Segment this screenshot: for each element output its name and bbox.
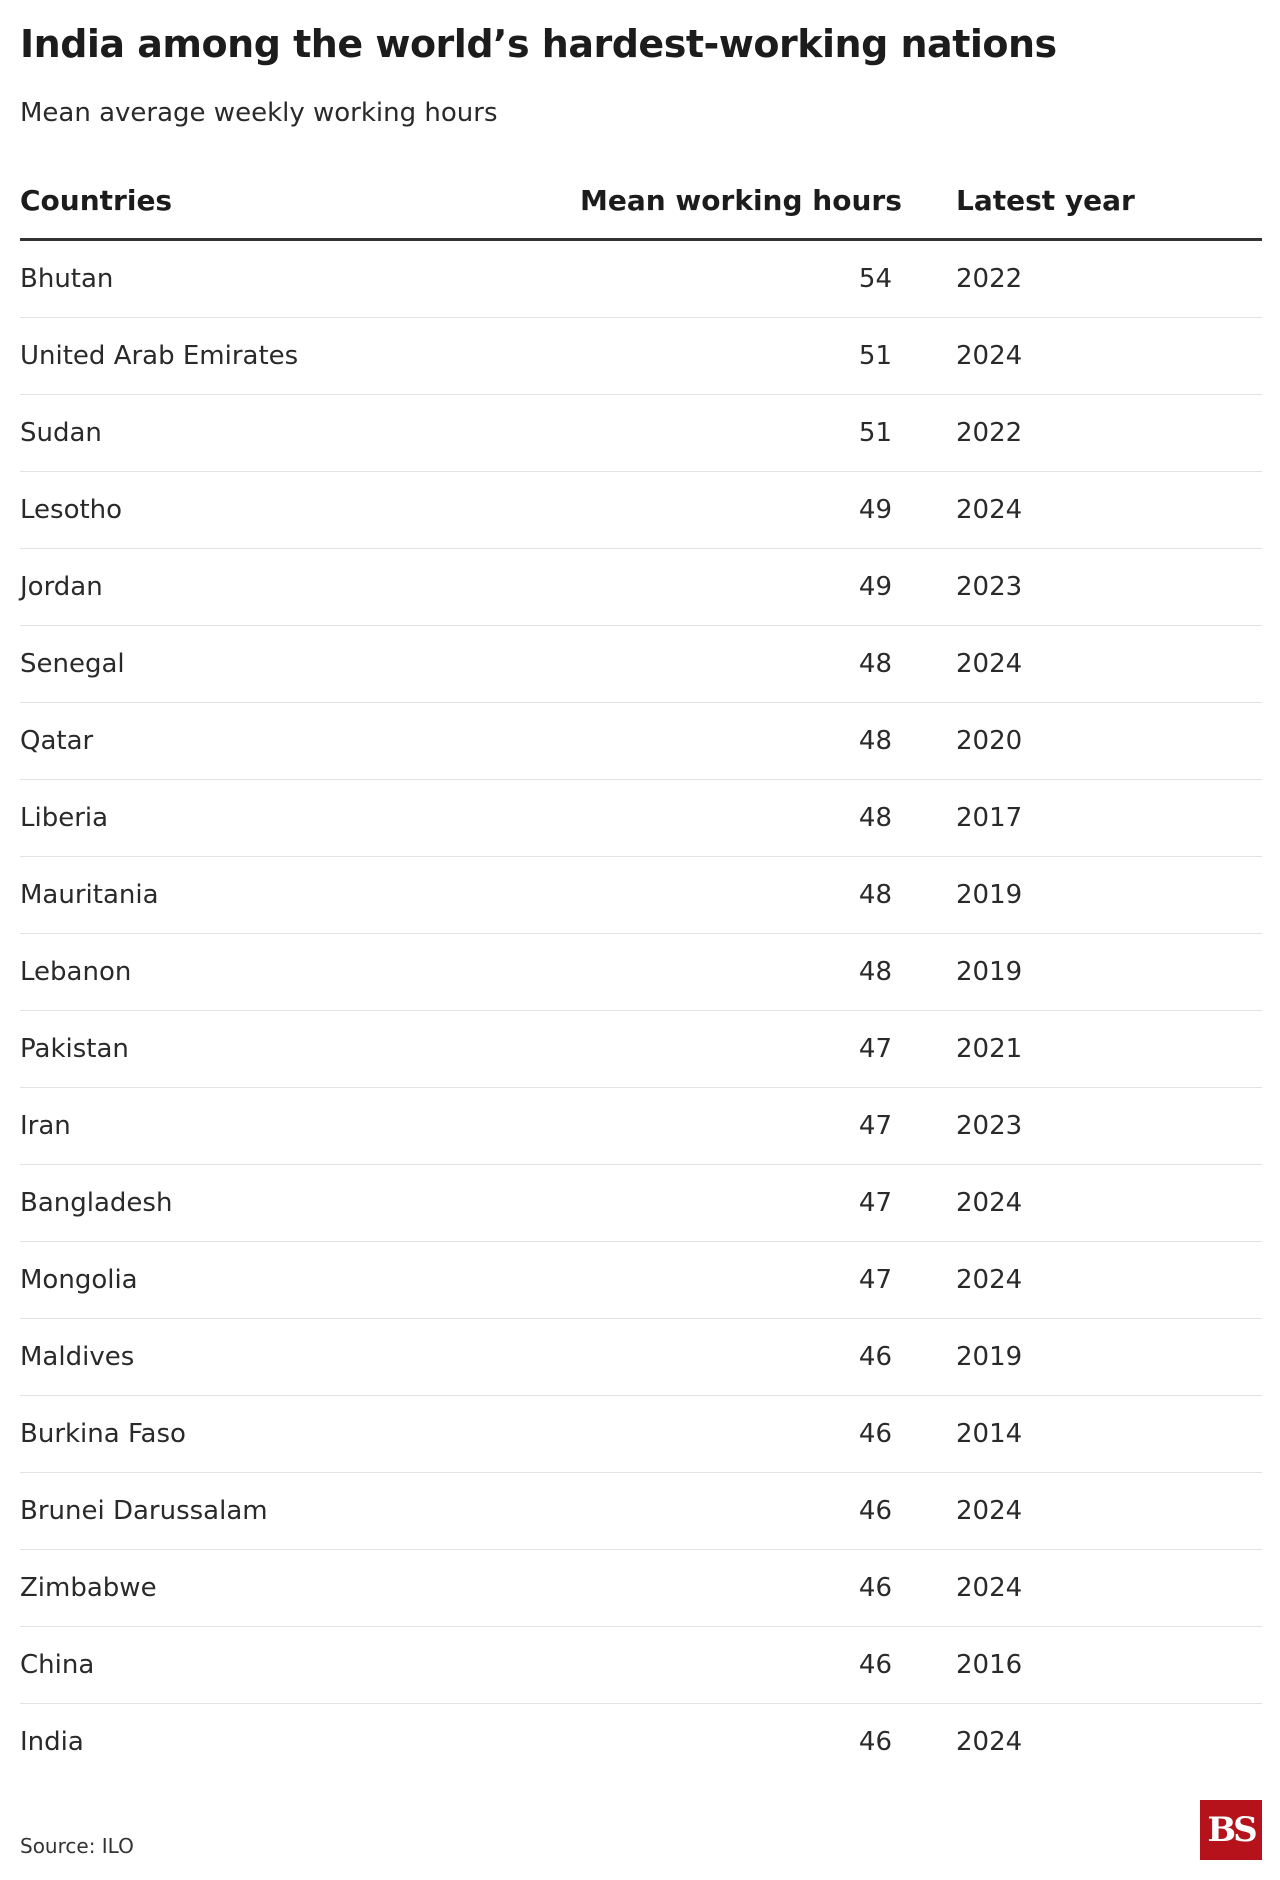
table-body <box>20 239 1262 1780</box>
cell-spacer <box>892 317 956 394</box>
table-row <box>20 239 1262 317</box>
table-row <box>20 1164 1262 1241</box>
cell-country: Brunei Darussalam <box>20 1472 580 1549</box>
cell-mean-hours: 47 <box>580 1164 892 1241</box>
cell-mean-hours: 54 <box>580 239 892 317</box>
cell-country: Jordan <box>20 548 580 625</box>
cell-latest-year: 2023 <box>956 1087 1262 1164</box>
cell-latest-year: 2024 <box>956 1726 1023 1757</box>
cell-latest-year: 2016 <box>956 1626 1262 1703</box>
cell-mean-hours: 48 <box>580 856 892 933</box>
cell-mean-hours: 51 <box>580 317 892 394</box>
table-row <box>20 1472 1262 1549</box>
cell-spacer <box>892 1626 956 1703</box>
cell-mean-hours: 47 <box>580 1087 892 1164</box>
column-header-mean-hours: Mean working hours <box>580 163 892 239</box>
cell-spacer <box>892 1164 956 1241</box>
cell-country: Qatar <box>20 702 580 779</box>
cell-spacer <box>892 1087 956 1164</box>
table-row <box>20 1318 1262 1395</box>
cell-mean-hours: 46 <box>580 1318 892 1395</box>
cell-spacer <box>892 1241 956 1318</box>
table-row <box>20 933 1262 1010</box>
cell-latest-year: 2019 <box>956 933 1262 1010</box>
cell-latest-year: 2020 <box>956 702 1262 779</box>
cell-mean-hours: 46 <box>580 1472 892 1549</box>
cell-country: Iran <box>20 1087 580 1164</box>
table-row <box>20 625 1262 702</box>
cell-spacer <box>892 1703 956 1780</box>
cell-country: India <box>20 1726 84 1757</box>
cell-spacer <box>892 1010 956 1087</box>
cell-latest-year: 2022 <box>956 239 1262 317</box>
cell-country: Sudan <box>20 394 580 471</box>
cell-spacer <box>892 1549 956 1626</box>
table-row <box>20 317 1262 394</box>
cell-spacer <box>892 471 956 548</box>
cell-latest-year: 2019 <box>956 1318 1262 1395</box>
cell-spacer <box>892 933 956 1010</box>
cell-country: Mongolia <box>20 1241 580 1318</box>
cell-country: Burkina Faso <box>20 1395 580 1472</box>
table-row <box>20 1626 1262 1703</box>
table-row <box>20 1241 1262 1318</box>
cell-latest-year: 2024 <box>956 625 1262 702</box>
cell-latest-year: 2024 <box>956 317 1262 394</box>
data-table <box>20 163 1262 1780</box>
table-row <box>20 548 1262 625</box>
cell-mean-hours: 46 <box>858 1726 892 1757</box>
cell-mean-hours: 48 <box>580 625 892 702</box>
cell-spacer <box>892 394 956 471</box>
table-row <box>20 471 1262 548</box>
cell-latest-year: 2019 <box>956 856 1262 933</box>
cell-mean-hours: 48 <box>580 933 892 1010</box>
table-row <box>20 1703 1262 1780</box>
cell-spacer <box>892 548 956 625</box>
cell-country: United Arab Emirates <box>20 317 580 394</box>
cell-country: Lebanon <box>20 933 580 1010</box>
cell-mean-hours: 46 <box>580 1549 892 1626</box>
table-row <box>20 856 1262 933</box>
cell-mean-hours: 47 <box>580 1010 892 1087</box>
cell-country: Zimbabwe <box>20 1549 580 1626</box>
chart-subtitle: Mean average weekly working hours <box>20 98 498 128</box>
cell-spacer <box>892 1472 956 1549</box>
table-row <box>20 1549 1262 1626</box>
cell-mean-hours: 48 <box>580 702 892 779</box>
cell-country: Bangladesh <box>20 1164 580 1241</box>
cell-mean-hours: 46 <box>580 1626 892 1703</box>
cell-latest-year: 2024 <box>956 1241 1262 1318</box>
table-row <box>20 394 1262 471</box>
cell-spacer <box>892 625 956 702</box>
bs-logo: BS <box>1200 1800 1262 1860</box>
column-header-countries: Countries <box>20 163 580 239</box>
cell-latest-year: 2022 <box>956 394 1262 471</box>
cell-latest-year: 2024 <box>956 1549 1262 1626</box>
table-row <box>20 702 1262 779</box>
cell-mean-hours: 49 <box>580 471 892 548</box>
cell-latest-year: 2024 <box>956 471 1262 548</box>
cell-latest-year: 2024 <box>956 1164 1262 1241</box>
cell-spacer <box>892 779 956 856</box>
table-header-row <box>20 163 1262 239</box>
cell-mean-hours: 47 <box>580 1241 892 1318</box>
cell-latest-year: 2021 <box>956 1010 1262 1087</box>
cell-spacer <box>892 1318 956 1395</box>
cell-spacer <box>892 239 956 317</box>
table-row <box>20 1395 1262 1472</box>
cell-country: Liberia <box>20 779 580 856</box>
cell-mean-hours: 48 <box>580 779 892 856</box>
chart-title: India among the world’s hardest-working nations <box>20 22 1057 66</box>
cell-spacer <box>892 1395 956 1472</box>
cell-latest-year: 2024 <box>956 1472 1262 1549</box>
source-note: Source: ILO <box>20 1834 134 1858</box>
cell-country: Mauritania <box>20 856 580 933</box>
cell-mean-hours: 46 <box>580 1395 892 1472</box>
cell-spacer <box>892 702 956 779</box>
cell-country: Lesotho <box>20 471 580 548</box>
cell-country: Senegal <box>20 625 580 702</box>
cell-country: Maldives <box>20 1318 580 1395</box>
chart-page <box>20 0 1262 1880</box>
cell-mean-hours: 49 <box>580 548 892 625</box>
cell-country: China <box>20 1626 580 1703</box>
cell-latest-year: 2017 <box>956 779 1262 856</box>
cell-latest-year: 2014 <box>956 1395 1262 1472</box>
cell-spacer <box>892 856 956 933</box>
cell-country: Bhutan <box>20 239 580 317</box>
column-header-latest-year: Latest year <box>956 163 1262 239</box>
table-row <box>20 1087 1262 1164</box>
table-row <box>20 779 1262 856</box>
cell-latest-year: 2023 <box>956 548 1262 625</box>
cell-mean-hours: 51 <box>580 394 892 471</box>
cell-country: Pakistan <box>20 1010 580 1087</box>
table-row <box>20 1010 1262 1087</box>
